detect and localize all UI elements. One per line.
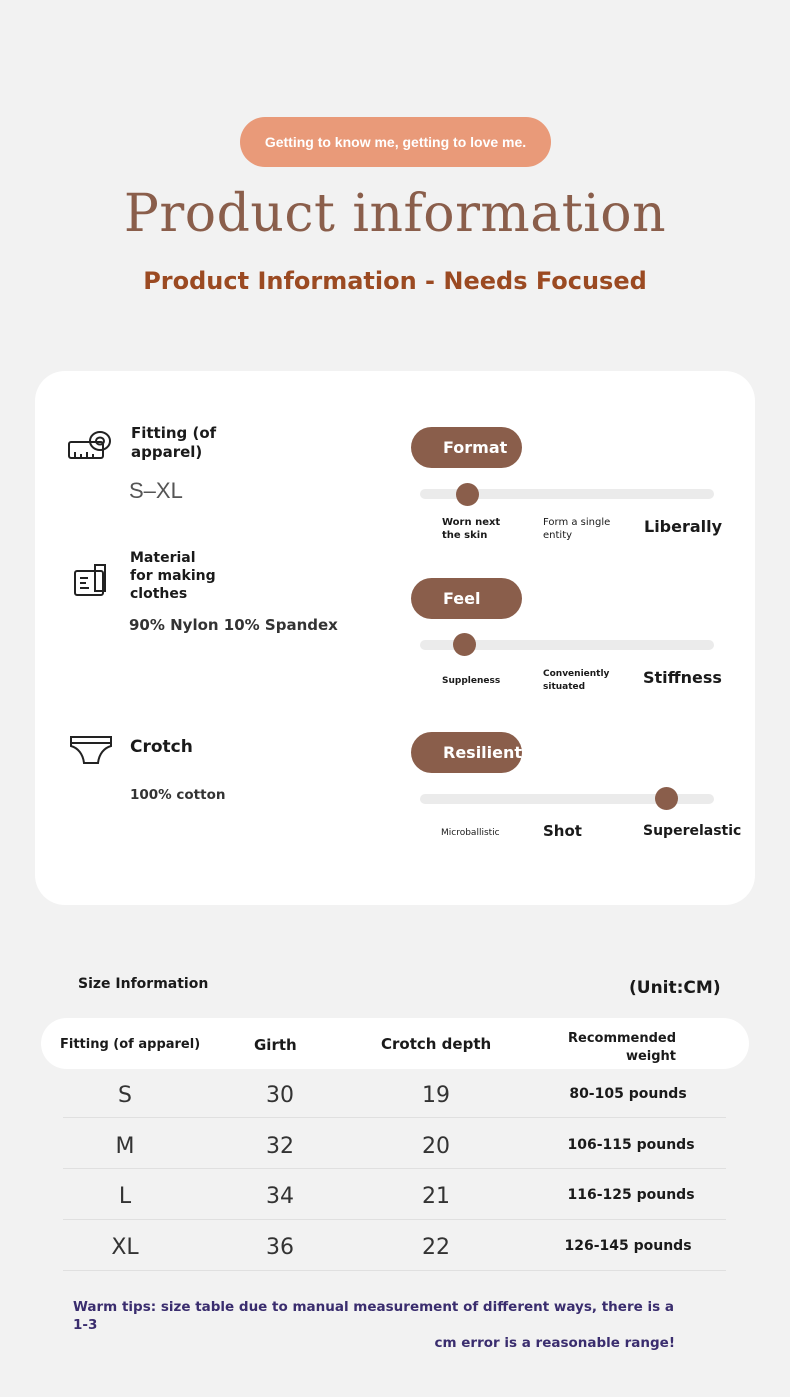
size-info-title: Size Information xyxy=(78,976,209,992)
resilient-low-label: Microballistic xyxy=(441,828,500,838)
format-mid-label: Form a single entity xyxy=(543,517,611,541)
row-m-crotch: 20 xyxy=(422,1134,450,1159)
row-divider xyxy=(63,1168,726,1169)
row-s-weight: 80-105 pounds xyxy=(569,1086,687,1102)
underwear-icon xyxy=(69,734,113,766)
row-l-weight: 116-125 pounds xyxy=(567,1187,695,1203)
feel-high-label: Stiffness xyxy=(643,668,722,687)
feel-badge: Feel xyxy=(411,578,522,619)
resilient-badge: Resilient xyxy=(411,732,522,773)
resilient-mid-label: Shot xyxy=(543,822,582,840)
fabric-roll-icon xyxy=(73,563,109,599)
measuring-tape-icon xyxy=(67,428,113,462)
fitting-label: Fitting (of apparel) xyxy=(131,424,217,461)
row-s-girth: 30 xyxy=(266,1083,294,1108)
warm-tips xyxy=(73,1298,683,1352)
format-badge: Format xyxy=(411,427,522,468)
header-weight: Recommended weight xyxy=(568,1031,677,1064)
row-xl-weight: 126-145 pounds xyxy=(564,1238,692,1254)
page-subtitle: Product Information - Needs Focused xyxy=(143,267,647,295)
row-xl-girth: 36 xyxy=(266,1235,294,1260)
row-divider xyxy=(63,1219,726,1220)
tips-line-1: Warm tips: size table due to manual measurement of different ways, there is a 1-3 xyxy=(73,1299,674,1333)
row-xl-crotch: 22 xyxy=(422,1235,450,1260)
tips-line-2: cm error is a reasonable range! xyxy=(434,1335,675,1351)
row-s-size: S xyxy=(118,1083,132,1108)
crotch-value: 100% cotton xyxy=(130,787,226,803)
material-label: Material for making clothes xyxy=(130,550,216,602)
row-l-girth: 34 xyxy=(266,1184,294,1209)
row-xl-size: XL xyxy=(111,1235,139,1260)
row-l-crotch: 21 xyxy=(422,1184,450,1209)
feel-low-label: Suppleness xyxy=(442,676,501,686)
row-divider xyxy=(63,1270,726,1271)
feel-knob xyxy=(453,633,476,656)
row-s-crotch: 19 xyxy=(422,1083,450,1108)
tagline-pill: Getting to know me, getting to love me. xyxy=(240,117,551,167)
header-fitting: Fitting (of apparel) xyxy=(60,1037,201,1052)
header-crotch-depth: Crotch depth xyxy=(381,1035,492,1053)
row-m-size: M xyxy=(115,1134,135,1159)
row-m-weight: 106-115 pounds xyxy=(567,1137,695,1153)
crotch-label: Crotch xyxy=(130,737,193,757)
row-m-girth: 32 xyxy=(266,1134,294,1159)
format-high-label: Liberally xyxy=(644,517,723,536)
header-girth: Girth xyxy=(254,1036,297,1054)
page-title: Product information xyxy=(123,184,667,244)
unit-label: (Unit:CM) xyxy=(629,978,721,998)
row-divider xyxy=(63,1117,726,1118)
material-value: 90% Nylon 10% Spandex xyxy=(129,616,338,634)
format-low-label: Worn next the skin xyxy=(442,517,501,541)
resilient-high-label: Superelastic xyxy=(643,823,742,839)
row-l-size: L xyxy=(118,1184,132,1209)
fitting-value: S–XL xyxy=(129,478,183,503)
format-knob xyxy=(456,483,479,506)
feel-mid-label: Conveniently situated xyxy=(543,669,610,692)
